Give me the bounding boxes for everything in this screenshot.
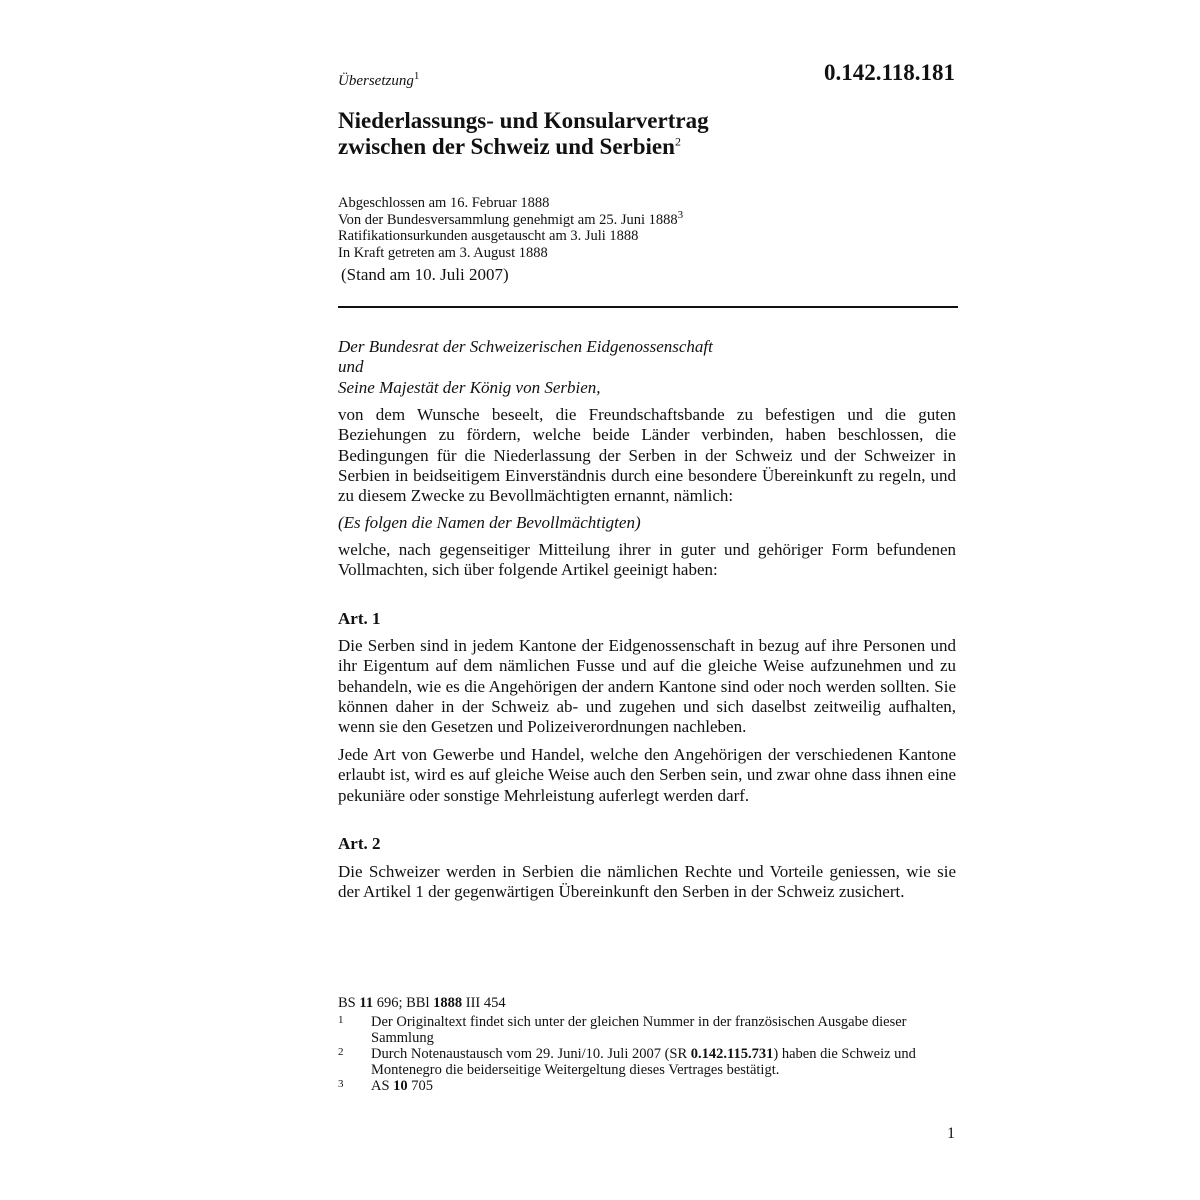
preamble-paragraph-2: welche, nach gegenseitiger Mitteilung ihrer in guter und gehöriger Form befundenen Vollmachten, sich über folgende Artikel geeinigt haben:	[338, 540, 956, 580]
treaty-dates	[338, 195, 683, 261]
concluded-date: Abgeschlossen am 16. Februar 1888	[338, 195, 550, 211]
party-2: Seine Majestät der König von Serbien,	[338, 377, 601, 397]
footnote-3	[338, 1078, 958, 1094]
title-line-2	[338, 134, 709, 160]
sr-reference-link[interactable]: 0.142.115.731	[690, 1046, 774, 1062]
footnote-number: 2	[338, 1046, 344, 1058]
party-1: Der Bundesrat der Schweizerischen Eidgenossenschaft	[338, 337, 713, 356]
translation-label-text: Übersetzung	[338, 73, 414, 89]
status-date: (Stand am 10. Juli 2007)	[341, 265, 509, 284]
footnotes	[338, 995, 958, 1094]
article-2-paragraph-1: Die Schweizer werden in Serbien die nämlichen Rechte und Vorteile geniessen, wie sie der Artikel 1 der gegenwärtigen Übereinkunft den Serben in der Schweiz zusichert.	[338, 862, 956, 902]
in-force-date: In Kraft getreten am 3. August 1888	[338, 244, 548, 261]
footnote-number: 3	[338, 1078, 344, 1090]
preamble-parties	[338, 337, 956, 398]
article-2-heading: Art. 2	[338, 834, 381, 853]
translation-label	[338, 70, 420, 90]
article-1-paragraph-2: Jede Art von Gewerbe und Handel, welche den Angehörigen der verschiedenen Kantone erlaubt ist, wird es auf gleiche Weise auch den Serben sein, und zwar ohne dass ihnen eine pekuniäre oder sonstige Mehrleistung auferlegt werden darf.	[338, 745, 956, 805]
footnote-number: 1	[338, 1014, 344, 1026]
footnote-ref-1[interactable]: 1	[413, 70, 420, 82]
sr-number: 0.142.118.181	[824, 60, 955, 85]
article-1-heading: Art. 1	[338, 609, 381, 628]
footnote-ref-3[interactable]: 3	[677, 208, 684, 221]
party-conjunction: und	[338, 357, 364, 377]
footnote-1	[338, 1014, 958, 1046]
ratified-date: Ratifikationsurkunden ausgetauscht am 3. Juli 1888	[338, 228, 639, 244]
preamble-paragraph-1: von dem Wunsche beseelt, die Freundschaftsbande zu befestigen und die guten Beziehungen zu fördern, welche beide Länder verbinden, haben beschlossen, die Bedingungen für die Niederlassung der Serben in der Schweiz und der Schweizer in Serbien in beidseitigem Einverständnis durch eine besondere Übereinkunft zu regeln, und zu diesem Zwecke zu Bevollmächtigten ernannt, nämlich:	[338, 405, 956, 506]
title-line-2-text: zwischen der Schweiz und Serbien	[338, 134, 675, 159]
document-title	[338, 108, 709, 160]
plenipotentiaries-note: (Es folgen die Namen der Bevollmächtigten)	[338, 513, 641, 532]
header-divider	[338, 306, 958, 308]
footnote-ref-2[interactable]: 2	[674, 134, 681, 149]
approved-date-text: Von der Bundesversammlung genehmigt am 25. Juni 1888	[338, 211, 678, 228]
footnote-text: Durch Notenaustausch vom 29. Juni/10. Juli 2007 (SR 0.142.115.731) haben die Schweiz und Montenegro die beiderseitige Weitergeltung dieses Vertrages bestätigt.	[371, 1046, 916, 1078]
title-line-1: Niederlassungs- und Konsularvertrag	[338, 108, 709, 133]
source-reference: BS 11 696; BBl 1888 III 454	[338, 995, 506, 1011]
article-1-paragraph-1: Die Serben sind in jedem Kantone der Eidgenossenschaft in bezug auf ihre Personen und ihr Eigentum auf dem nämlichen Fusse und auf die gleiche Weise aufzunehmen und zu behandeln, wie es die Angehörigen der andern Kantone sind oder noch werden sollten. Sie können daher in der Schweiz ab- und zugehen und sich daselbst zeitweilig aufhalten, wenn sie den Gesetzen und Polizeiverordnungen nachleben.	[338, 636, 956, 737]
footnote-2	[338, 1046, 958, 1078]
footnote-text: Der Originaltext findet sich unter der gleichen Nummer in der französischen Ausgabe dieser Sammlung	[371, 1014, 907, 1046]
page-number: 1	[947, 1125, 955, 1142]
approved-date	[338, 208, 684, 229]
footnote-text: AS 10 705	[371, 1078, 434, 1094]
